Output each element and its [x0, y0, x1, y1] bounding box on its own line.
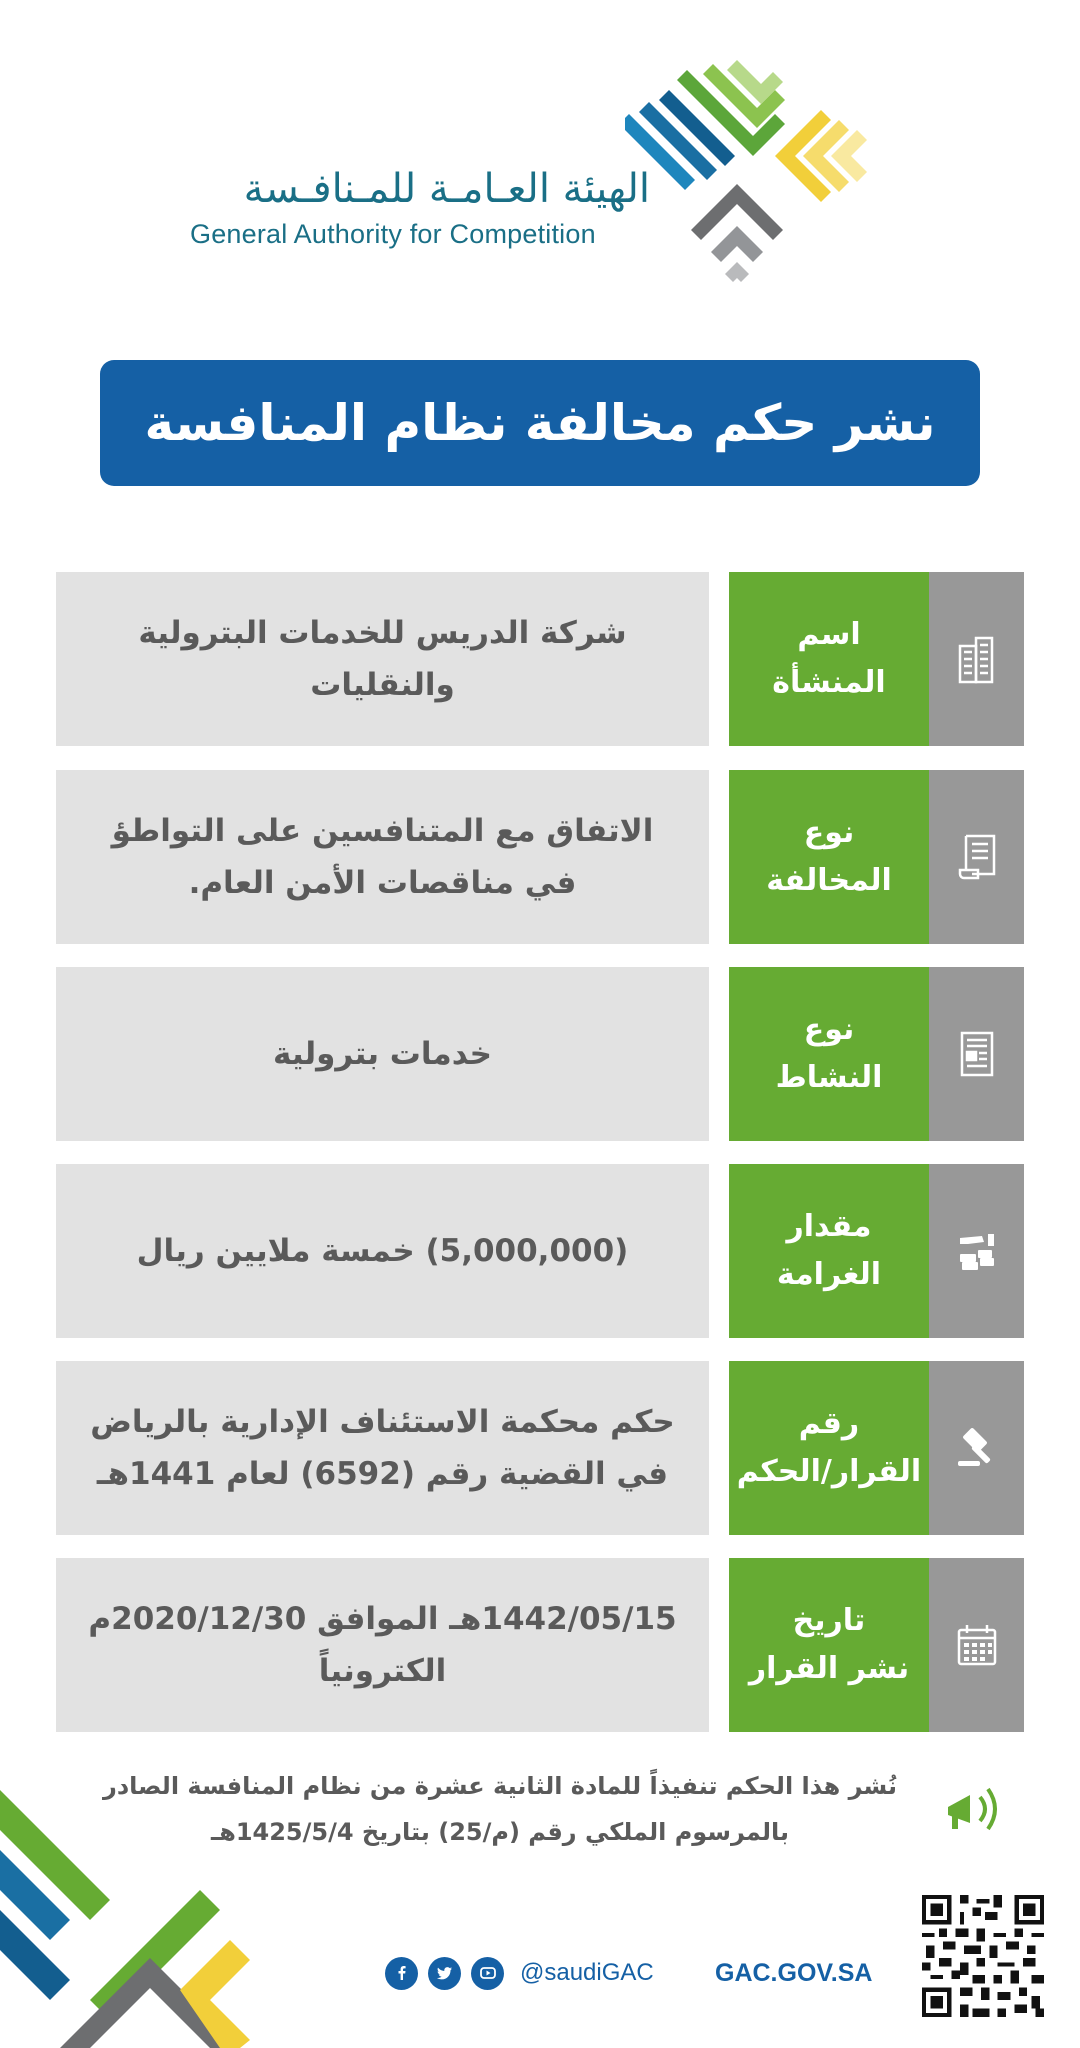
- row-value-text: (5,000,000) خمسة ملايين ريال: [136, 1233, 629, 1269]
- facebook-icon[interactable]: [385, 1957, 418, 1990]
- legal-note: نُشر هذا الحكم تنفيذاً للمادة الثانية عشرة من نظام المنافسة الصادر بالمرسوم الملكي رقم (م/25) بتاريخ 1425/5/4هـ: [103, 1772, 897, 1846]
- row-value: [56, 1164, 709, 1338]
- row-value-text: حكم محكمة الاستئناف الإدارية بالرياض في القضية رقم (6592) لعام 1441هـ: [90, 1404, 675, 1492]
- row-value: [56, 1558, 709, 1732]
- document-scroll-icon: [954, 830, 1000, 884]
- qr-code-icon: [922, 1895, 1044, 2017]
- report-icon: [954, 1027, 1000, 1081]
- row-label-text: رقم القرار/الحكم: [736, 1406, 922, 1489]
- gac-logo-mark-icon: [625, 60, 895, 285]
- row-icon-box: [929, 770, 1024, 944]
- org-name-english: General Authority for Competition: [190, 219, 596, 249]
- row-label-text: نوع المخالفة: [766, 815, 892, 898]
- gavel-icon: [954, 1421, 1000, 1475]
- row-icon-box: [929, 572, 1024, 746]
- row-label-text: نوع النشاط: [775, 1012, 883, 1095]
- row-icon-box: [929, 967, 1024, 1141]
- decorative-chevrons: [0, 1790, 280, 2048]
- row-label: [729, 770, 929, 944]
- row-icon-box: [929, 1361, 1024, 1535]
- row-value-text: 1442/05/15هـ الموافق 2020/12/30م الكترونياً: [88, 1601, 677, 1689]
- calendar-icon: [954, 1618, 1000, 1672]
- row-label: [729, 1361, 929, 1535]
- row-label-text: مقدار الغرامة: [776, 1209, 882, 1292]
- info-row-publication-date: [56, 1558, 1024, 1732]
- title-banner: [100, 360, 980, 486]
- megaphone-icon: [940, 1777, 1010, 1837]
- row-label-text: تاريخ نشر القرار: [748, 1603, 910, 1686]
- info-row-activity-type: [56, 967, 1024, 1141]
- row-value: [56, 572, 709, 746]
- row-value: [56, 967, 709, 1141]
- row-label: [729, 1558, 929, 1732]
- info-row-fine-amount: [56, 1164, 1024, 1338]
- info-row-establishment: [56, 572, 1024, 746]
- row-label-text: اسم المنشأة: [772, 617, 886, 700]
- organization-logo-text: [190, 165, 650, 250]
- row-icon-box: [929, 1558, 1024, 1732]
- website-link[interactable]: GAC.GOV.SA: [715, 1958, 873, 1987]
- row-value: [56, 770, 709, 944]
- info-row-violation-type: [56, 770, 1024, 944]
- row-label: [729, 1164, 929, 1338]
- money-hand-icon: [954, 1224, 1000, 1278]
- social-handle[interactable]: @saudiGAC: [520, 1959, 654, 1986]
- org-name-arabic: الهيئة العـامـة للمـنافـسة: [243, 166, 650, 212]
- row-value: [56, 1361, 709, 1535]
- youtube-icon[interactable]: [471, 1957, 504, 1990]
- row-value-text: الاتفاق مع المتنافسين على التواطؤ في مناقصات الأمن العام.: [111, 813, 654, 901]
- row-label: [729, 572, 929, 746]
- page-title: نشر حكم مخالفة نظام المنافسة: [144, 394, 936, 452]
- social-links: [385, 1950, 504, 1996]
- row-icon-box: [929, 1164, 1024, 1338]
- building-icon: [954, 632, 1000, 686]
- row-label: [729, 967, 929, 1141]
- row-value-text: شركة الدريس للخدمات البترولية والنقليات: [138, 615, 627, 703]
- row-value-text: خدمات بترولية: [273, 1036, 492, 1072]
- info-row-decision-number: [56, 1361, 1024, 1535]
- twitter-icon[interactable]: [428, 1957, 461, 1990]
